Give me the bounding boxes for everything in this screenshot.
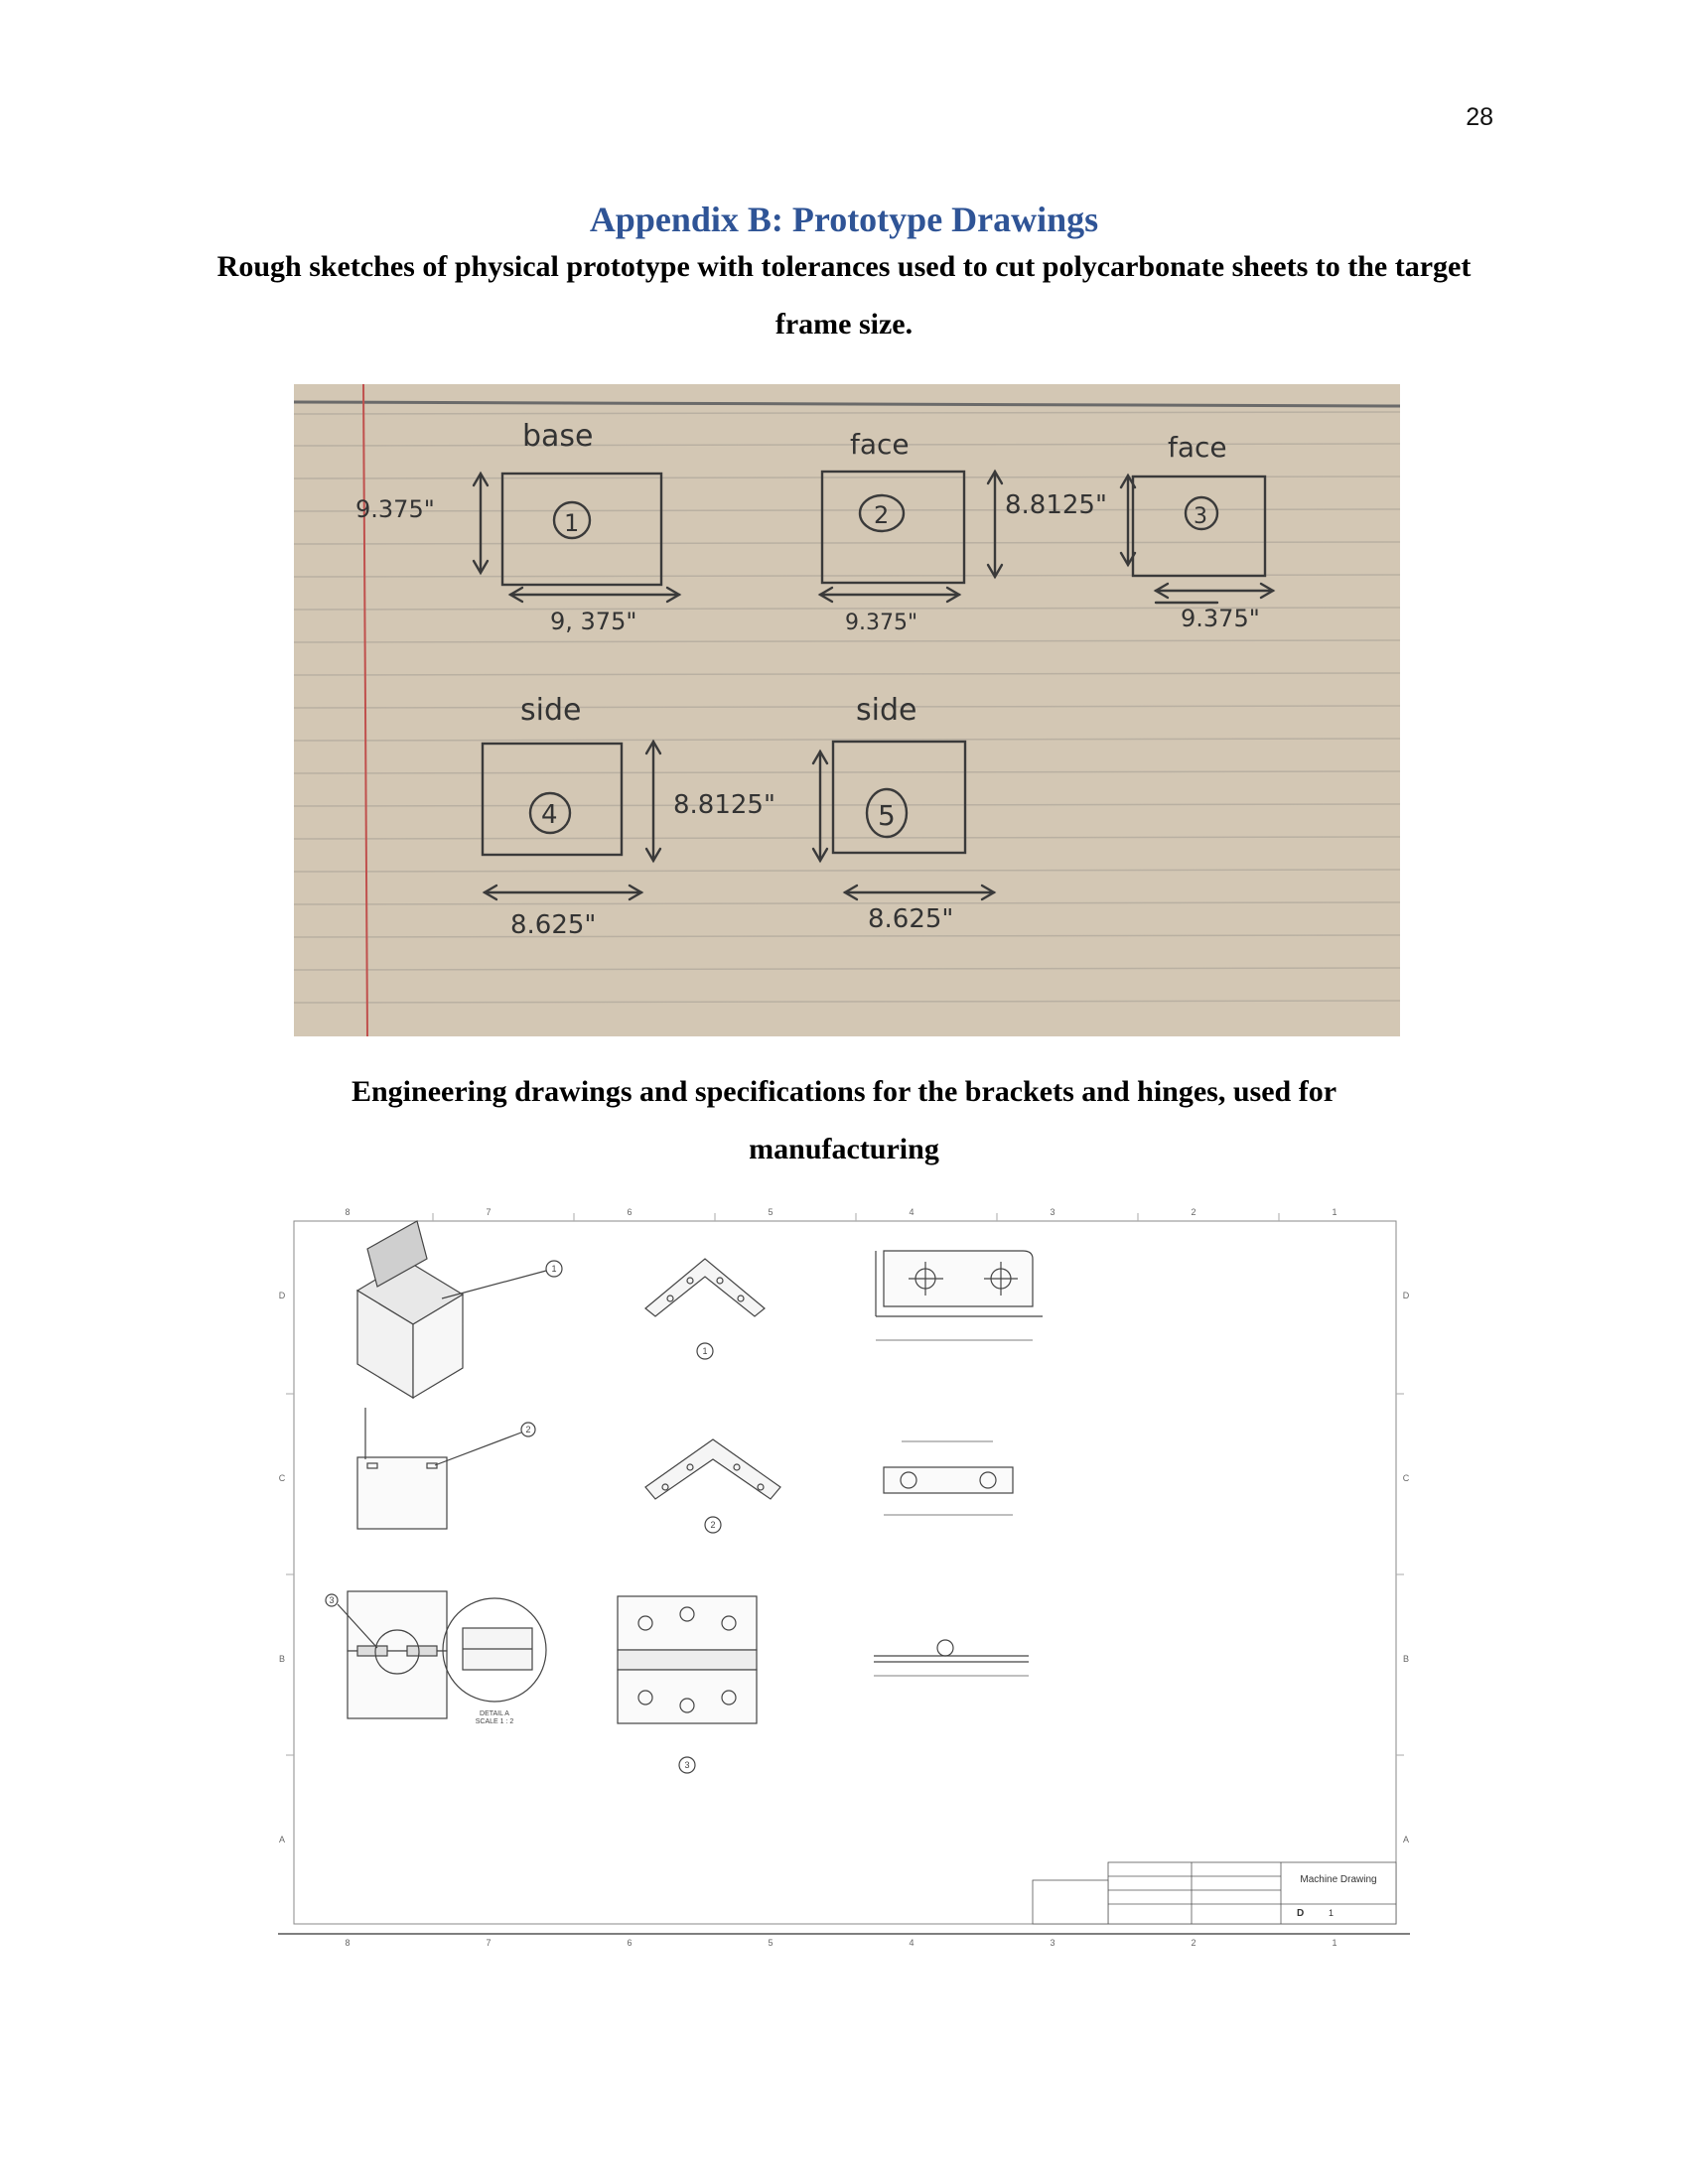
zone-col-3: 3 <box>1050 1207 1055 1217</box>
balloon-3-box: 3 <box>329 1595 335 1605</box>
balloon-2: 2 <box>710 1520 716 1530</box>
dim-side-1-width: 8.625" <box>510 910 597 940</box>
dim-side-2-width: 8.625" <box>868 904 954 934</box>
engineering-drawing <box>268 1199 1420 1954</box>
appendix-title: Appendix B: Prototype Drawings <box>589 200 1099 239</box>
zone-col-8: 8 <box>345 1207 351 1217</box>
dim-face-2-width: 9.375" <box>1181 605 1260 632</box>
dim-base-width: 9, 375" <box>550 608 637 635</box>
zone-col-6: 6 <box>627 1207 633 1217</box>
zone-col-7: 7 <box>486 1207 492 1217</box>
prototype-sketch-photo <box>294 384 1400 1036</box>
sketch-caption: Rough sketches of physical prototype with tolerances used to cut polycarbonate sheets to the target frame size. <box>216 250 1472 341</box>
zone-row-b: B <box>278 1654 286 1664</box>
panel-number-4: 4 <box>541 800 558 830</box>
panel-number-5: 5 <box>878 799 896 832</box>
zone-col-2: 2 <box>1191 1207 1196 1217</box>
zone-row-c: C <box>278 1473 286 1483</box>
balloon-2-side: 2 <box>525 1425 531 1434</box>
panel-number-3: 3 <box>1194 504 1207 529</box>
balloon-1-iso: 1 <box>551 1264 557 1274</box>
title-block-revision: 1 <box>1329 1908 1335 1918</box>
balloon-3: 3 <box>684 1760 690 1770</box>
dim-face-height: 8.8125" <box>1005 490 1107 520</box>
label-base: base <box>522 419 594 454</box>
zone-row-b-right: B <box>1402 1654 1410 1664</box>
zone-row-a: A <box>278 1835 286 1844</box>
zone-col-2-bottom: 2 <box>1191 1938 1196 1948</box>
engineering-caption: Engineering drawings and specifications for the brackets and hinges, used for manufacturing <box>351 1075 1337 1165</box>
zone-col-3-bottom: 3 <box>1050 1938 1055 1948</box>
zone-row-d-right: D <box>1402 1291 1410 1300</box>
zone-col-1-bottom: 1 <box>1332 1938 1337 1948</box>
label-side-1: side <box>520 693 582 728</box>
zone-col-4: 4 <box>909 1207 914 1217</box>
zone-row-c-right: C <box>1402 1473 1410 1483</box>
zone-row-d: D <box>278 1291 286 1300</box>
dim-base-height: 9.375" <box>355 495 435 523</box>
panel-number-2: 2 <box>874 501 890 529</box>
label-side-2: side <box>856 693 917 728</box>
page-number: 28 <box>1466 103 1493 131</box>
panel-number-1: 1 <box>564 509 580 537</box>
zone-col-4-bottom: 4 <box>909 1938 914 1948</box>
dim-side-height: 8.8125" <box>673 790 775 820</box>
detail-scale: SCALE 1 : 2 <box>475 1718 514 1725</box>
dim-face-1-width: 9.375" <box>845 611 918 635</box>
title-block-size: D <box>1297 1908 1305 1919</box>
label-face-1: face <box>850 428 910 461</box>
zone-col-5-bottom: 5 <box>768 1938 774 1948</box>
zone-col-7-bottom: 7 <box>486 1938 492 1948</box>
zone-col-5: 5 <box>768 1207 774 1217</box>
balloon-1: 1 <box>702 1346 708 1356</box>
title-block-title: Machine Drawing <box>1300 1874 1377 1885</box>
zone-row-a-right: A <box>1402 1835 1410 1844</box>
zone-col-1: 1 <box>1332 1207 1337 1217</box>
zone-col-8-bottom: 8 <box>345 1938 351 1948</box>
label-face-2: face <box>1168 431 1227 464</box>
zone-col-6-bottom: 6 <box>627 1938 633 1948</box>
detail-label: DETAIL A <box>480 1710 509 1717</box>
